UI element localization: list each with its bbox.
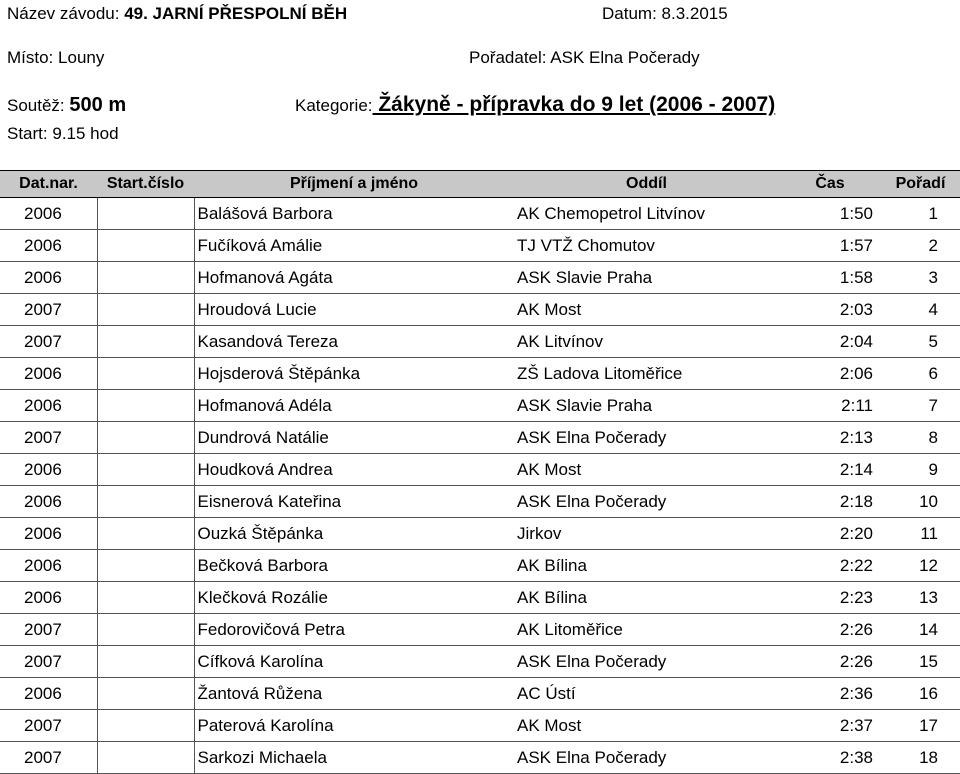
rank-cell: 17 [881, 710, 960, 742]
club-cell: AK Most [514, 294, 779, 326]
table-header-row [0, 171, 960, 198]
birth-year-cell: 2007 [0, 742, 97, 774]
birth-year-cell: 2006 [0, 198, 97, 230]
name-cell: Houdková Andrea [194, 454, 514, 486]
rank-cell: 18 [881, 742, 960, 774]
rank-cell: 10 [881, 486, 960, 518]
category-label: Kategorie: [295, 96, 373, 115]
category-value: Žákyně - přípravka do 9 let (2006 - 2007) [372, 93, 776, 116]
time-cell: 2:26 [779, 614, 881, 646]
name-cell: Balášová Barbora [194, 198, 514, 230]
time-cell: 2:37 [779, 710, 881, 742]
start-number-cell [97, 518, 194, 550]
table-row [0, 614, 960, 646]
club-cell: ASK Elna Počerady [514, 486, 779, 518]
start-number-cell [97, 422, 194, 454]
event-line [7, 95, 126, 116]
organizer-label: Pořadatel: [469, 48, 547, 67]
birth-year-cell: 2007 [0, 422, 97, 454]
rank-cell: 12 [881, 550, 960, 582]
birth-year-cell: 2007 [0, 294, 97, 326]
organizer-line [469, 48, 700, 68]
start-number-cell [97, 486, 194, 518]
club-cell: ASK Slavie Praha [514, 262, 779, 294]
name-cell: Dundrová Natálie [194, 422, 514, 454]
table-row [0, 390, 960, 422]
col-header-name: Příjmení a jméno [194, 171, 514, 198]
start-number-cell [97, 454, 194, 486]
rank-cell: 4 [881, 294, 960, 326]
time-cell: 2:23 [779, 582, 881, 614]
club-cell: AK Most [514, 710, 779, 742]
start-number-cell [97, 742, 194, 774]
name-cell: Kasandová Tereza [194, 326, 514, 358]
start-number-cell [97, 582, 194, 614]
birth-year-cell: 2006 [0, 486, 97, 518]
birth-year-cell: 2007 [0, 614, 97, 646]
col-header-birth-year: Dat.nar. [0, 171, 97, 198]
time-cell: 2:36 [779, 678, 881, 710]
start-number-cell [97, 646, 194, 678]
category-line [295, 95, 775, 116]
table-row [0, 742, 960, 774]
rank-cell: 2 [881, 230, 960, 262]
col-header-rank: Pořadí [881, 171, 960, 198]
birth-year-cell: 2006 [0, 454, 97, 486]
name-cell: Ouzká Štěpánka [194, 518, 514, 550]
club-cell: AK Most [514, 454, 779, 486]
birth-year-cell: 2007 [0, 710, 97, 742]
rank-cell: 15 [881, 646, 960, 678]
time-cell: 2:38 [779, 742, 881, 774]
time-cell: 2:11 [779, 390, 881, 422]
rank-cell: 7 [881, 390, 960, 422]
club-cell: ZŠ Ladova Litoměřice [514, 358, 779, 390]
club-cell: AK Litoměřice [514, 614, 779, 646]
rank-cell: 5 [881, 326, 960, 358]
club-cell: AK Litvínov [514, 326, 779, 358]
table-row [0, 550, 960, 582]
club-cell: ASK Elna Počerady [514, 742, 779, 774]
birth-year-cell: 2007 [0, 646, 97, 678]
time-cell: 2:26 [779, 646, 881, 678]
rank-cell: 16 [881, 678, 960, 710]
rank-cell: 3 [881, 262, 960, 294]
organizer-value: ASK Elna Počerady [550, 48, 700, 67]
birth-year-cell: 2006 [0, 262, 97, 294]
place-value: Louny [58, 48, 105, 67]
birth-year-cell: 2006 [0, 582, 97, 614]
name-cell: Fedorovičová Petra [194, 614, 514, 646]
name-cell: Bečková Barbora [194, 550, 514, 582]
results-table [0, 170, 960, 774]
race-name-line [7, 4, 347, 24]
col-header-start-number: Start.číslo [97, 171, 194, 198]
name-cell: Sarkozi Michaela [194, 742, 514, 774]
name-cell: Cífková Karolína [194, 646, 514, 678]
start-number-cell [97, 294, 194, 326]
start-number-cell [97, 198, 194, 230]
name-cell: Paterová Karolína [194, 710, 514, 742]
time-cell: 2:22 [779, 550, 881, 582]
rank-cell: 6 [881, 358, 960, 390]
rank-cell: 14 [881, 614, 960, 646]
rank-cell: 9 [881, 454, 960, 486]
name-cell: Hojsderová Štěpánka [194, 358, 514, 390]
time-cell: 1:50 [779, 198, 881, 230]
start-number-cell [97, 326, 194, 358]
date-value: 8.3.2015 [661, 4, 728, 23]
race-name-label: Název závodu: [7, 4, 120, 23]
time-cell: 2:06 [779, 358, 881, 390]
results-table-body [0, 198, 960, 774]
table-row [0, 582, 960, 614]
birth-year-cell: 2006 [0, 358, 97, 390]
date-label: Datum: [602, 4, 657, 23]
col-header-club: Oddíl [514, 171, 779, 198]
start-value: 9.15 hod [52, 124, 119, 143]
birth-year-cell: 2006 [0, 230, 97, 262]
start-number-cell [97, 710, 194, 742]
results-table-container [0, 170, 960, 774]
name-cell: Fučíková Amálie [194, 230, 514, 262]
club-cell: ASK Slavie Praha [514, 390, 779, 422]
place-label: Místo: [7, 48, 54, 67]
table-row [0, 710, 960, 742]
name-cell: Hofmanová Agáta [194, 262, 514, 294]
place-line [7, 48, 104, 68]
club-cell: ASK Elna Počerady [514, 646, 779, 678]
time-cell: 2:13 [779, 422, 881, 454]
club-cell: AC Ústí [514, 678, 779, 710]
time-cell: 2:04 [779, 326, 881, 358]
time-cell: 1:57 [779, 230, 881, 262]
table-row [0, 646, 960, 678]
rank-cell: 1 [881, 198, 960, 230]
table-row [0, 518, 960, 550]
start-number-cell [97, 262, 194, 294]
name-cell: Žantová Růžena [194, 678, 514, 710]
time-cell: 2:03 [779, 294, 881, 326]
rank-cell: 13 [881, 582, 960, 614]
table-row [0, 230, 960, 262]
table-row [0, 454, 960, 486]
event-label: Soutěž: [7, 96, 65, 115]
start-label: Start: [7, 124, 48, 143]
club-cell: AK Chemopetrol Litvínov [514, 198, 779, 230]
name-cell: Hroudová Lucie [194, 294, 514, 326]
name-cell: Hofmanová Adéla [194, 390, 514, 422]
table-row [0, 198, 960, 230]
start-number-cell [97, 550, 194, 582]
table-row [0, 262, 960, 294]
col-header-time: Čas [779, 171, 881, 198]
time-cell: 2:18 [779, 486, 881, 518]
table-row [0, 358, 960, 390]
table-row [0, 678, 960, 710]
start-number-cell [97, 390, 194, 422]
birth-year-cell: 2006 [0, 678, 97, 710]
start-number-cell [97, 358, 194, 390]
time-cell: 2:20 [779, 518, 881, 550]
club-cell: AK Bílina [514, 582, 779, 614]
table-row [0, 422, 960, 454]
table-row [0, 294, 960, 326]
rank-cell: 11 [881, 518, 960, 550]
name-cell: Klečková Rozálie [194, 582, 514, 614]
club-cell: Jirkov [514, 518, 779, 550]
table-row [0, 486, 960, 518]
race-name: 49. JARNÍ PŘESPOLNÍ BĚH [124, 4, 348, 23]
club-cell: AK Bílina [514, 550, 779, 582]
start-line [7, 124, 119, 144]
birth-year-cell: 2006 [0, 518, 97, 550]
birth-year-cell: 2006 [0, 550, 97, 582]
table-row [0, 326, 960, 358]
birth-year-cell: 2006 [0, 390, 97, 422]
start-number-cell [97, 678, 194, 710]
date-line [602, 4, 728, 24]
club-cell: TJ VTŽ Chomutov [514, 230, 779, 262]
rank-cell: 8 [881, 422, 960, 454]
event-value: 500 m [69, 94, 127, 116]
club-cell: ASK Elna Počerady [514, 422, 779, 454]
name-cell: Eisnerová Kateřina [194, 486, 514, 518]
time-cell: 2:14 [779, 454, 881, 486]
start-number-cell [97, 230, 194, 262]
birth-year-cell: 2007 [0, 326, 97, 358]
time-cell: 1:58 [779, 262, 881, 294]
start-number-cell [97, 614, 194, 646]
